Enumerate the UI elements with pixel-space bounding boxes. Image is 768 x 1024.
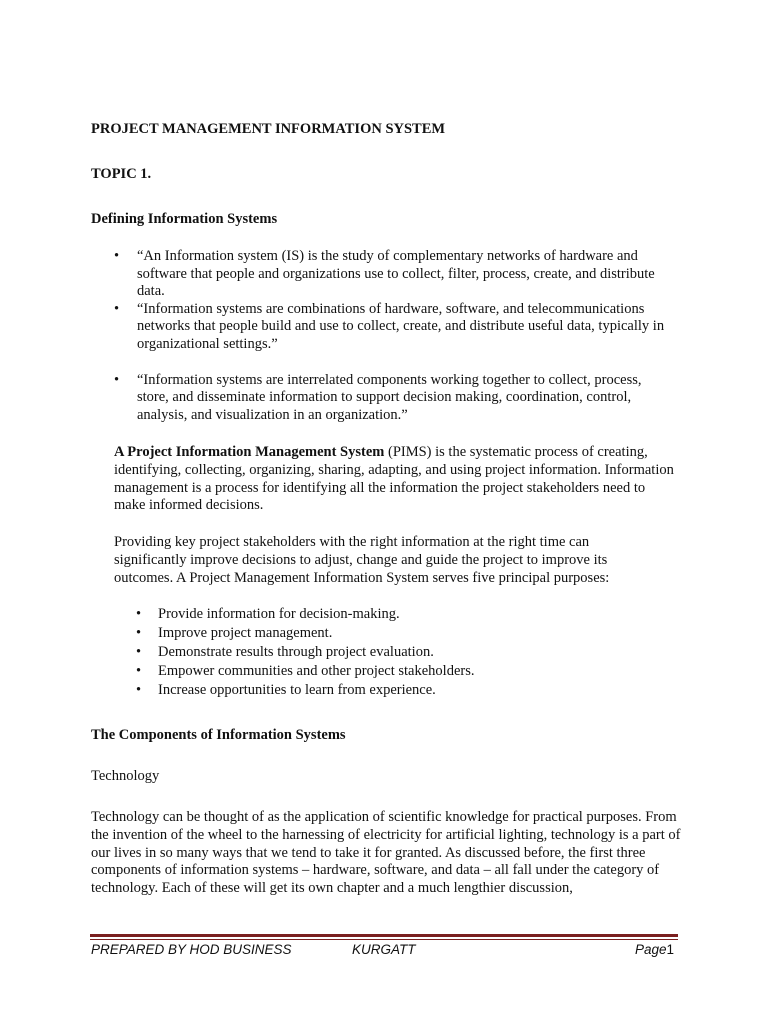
footer-rule-thick: [90, 934, 678, 937]
list-item: • “Information systems are interrelated components working together to collect, process, store, and disseminate information to support decision making, coordination, control, analysis, and visualization in an organization.”: [114, 372, 674, 425]
pims-definition: (PIMS) is the systematic process of creating, identifying, collecting, organizing, sharing, adapting, and using project information. Information management is a process for identifying all the information the project stakeholders need to make informed decisions.: [114, 444, 674, 514]
list-item: • Empower communities and other project stakeholders.: [136, 662, 656, 681]
definitions-list: [114, 248, 674, 424]
purposes-list: [136, 605, 656, 700]
pims-paragraph: [114, 444, 674, 515]
list-item: • “An Information system (IS) is the study of complementary networks of hardware and software that people and organizations use to collect, filter, process, create, and distribute data.: [114, 248, 674, 301]
footer-page-value: 1: [666, 942, 675, 957]
purposes-intro: Providing key project stakeholders with the right information at the right time can significantly improve decisions to adjust, change and guide the project to improve its outcomes. A Project Management Information System serves five principal purposes:: [114, 534, 610, 586]
document-title: PROJECT MANAGEMENT INFORMATION SYSTEM: [91, 121, 446, 137]
topic-heading: TOPIC 1.: [91, 166, 152, 182]
list-item: • Improve project management.: [136, 624, 656, 643]
footer-author: KURGATT: [352, 942, 416, 957]
section-heading-defining: Defining Information Systems: [91, 211, 278, 227]
technology-paragraph: Technology can be thought of as the application of scientific knowledge for practical purposes. From the invention of the wheel to the harnessing of electricity for artificial lighting, technology is a part of our lives in so many ways that we tend to take it for granted. As discussed before, the first three components of information systems – hardware, software, and data – all fall under the category of technology. Each of these will get its own chapter and a much lengthier discussion,: [91, 809, 681, 897]
footer-page-number: [635, 942, 674, 957]
subheading-technology: Technology: [91, 768, 160, 784]
footer-prepared-by: PREPARED BY HOD BUSINESS: [91, 942, 292, 957]
list-item: • Increase opportunities to learn from experience.: [136, 681, 656, 700]
list-item: • “Information systems are combinations of hardware, software, and telecommunications networks that people build and use to collect, create, and distribute useful data, typically in organizational settings.”: [114, 301, 674, 354]
pims-term: A Project Information Management System: [114, 444, 385, 460]
list-item: • Demonstrate results through project evaluation.: [136, 643, 656, 662]
section-heading-components: The Components of Information Systems: [91, 727, 346, 743]
list-item: • Provide information for decision-making.: [136, 605, 656, 624]
footer-page-label: Page: [635, 942, 667, 957]
footer-rule-thin: [90, 939, 678, 940]
